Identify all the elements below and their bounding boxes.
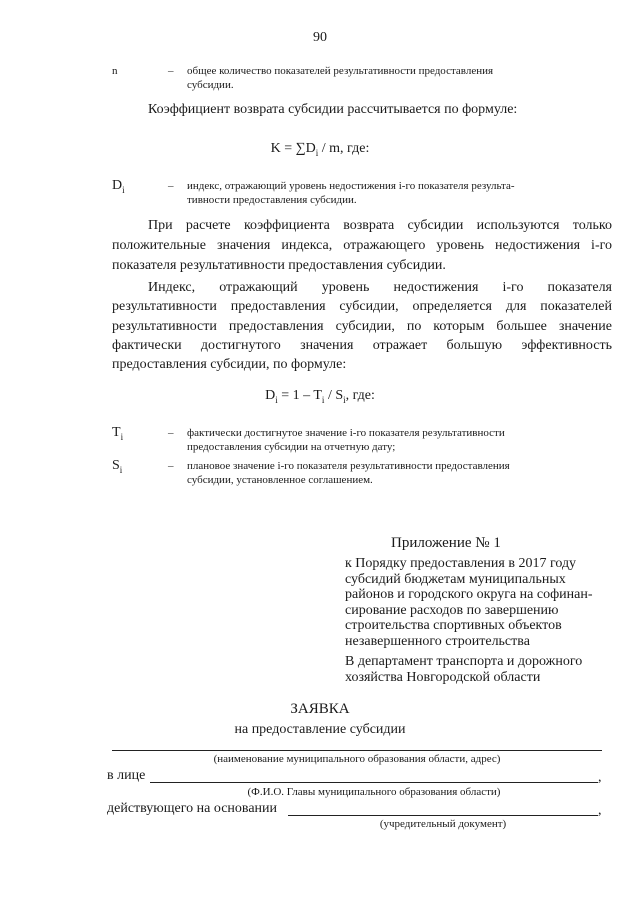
symbol-d-sub: i: [122, 184, 125, 195]
hint-basis: (учредительный документ): [379, 818, 507, 830]
formula-d-c: / S: [324, 388, 344, 403]
hint-org-name: (наименование муниципального образования области, адрес): [213, 753, 501, 765]
formula-d: [0, 386, 640, 410]
symbol-d: [112, 176, 125, 200]
appendix-block: [345, 556, 593, 649]
appendix-line: субсидий бюджетам муниципальных: [345, 571, 566, 587]
symbol-s-sub: i: [119, 464, 123, 475]
symbol-s: [112, 456, 122, 480]
definition-s-line-2: субсидии, установленное соглашением.: [187, 474, 373, 486]
org-name-line[interactable]: [112, 750, 602, 751]
para1-line-1: При расчете коэффициента возврата субсидии используются только: [148, 218, 612, 233]
formula-d-a: D: [265, 388, 276, 403]
formula-d-c-sub: i: [343, 394, 346, 405]
dash: –: [168, 460, 174, 472]
symbol-s-letter: S: [112, 458, 120, 473]
formula-k-sub: i: [315, 147, 319, 158]
label-basis: действующего на основании: [107, 801, 278, 816]
hint-person: (Ф.И.О. Главы муниципального образования области): [247, 786, 501, 798]
appendix-line: строительства спортивных объектов: [345, 618, 562, 633]
definition-d-line-2: тивности предоставления субсидии.: [187, 194, 357, 206]
addressee-line: хозяйства Новгородской области: [345, 669, 541, 685]
dash: –: [168, 427, 174, 439]
formula-intro: Коэффициент возврата субсидии рассчитывается по формуле:: [148, 102, 518, 117]
formula-d-b-sub: i: [321, 394, 325, 405]
definition-t-line-1: фактически достигнутое значение i-го показателя результативности: [187, 427, 505, 439]
symbol-t-letter: T: [112, 425, 121, 440]
dash: –: [168, 180, 174, 192]
appendix-line: незавершенного строительства: [345, 633, 530, 649]
definition-n-line-2: субсидии.: [187, 79, 234, 91]
comma: ,: [598, 803, 602, 818]
definition-s-line-1: плановое значение i-го показателя результативности предоставления: [187, 460, 510, 472]
appendix-line: сирование расходов по завершению: [345, 602, 559, 618]
symbol-d-letter: D: [112, 178, 123, 193]
label-person: в лице: [107, 768, 146, 783]
person-line[interactable]: [150, 782, 598, 783]
formula-d-d: , где:: [345, 388, 375, 403]
comma: ,: [598, 770, 602, 785]
para2-line-2: результативности предоставления субсидии, определяется для показателей: [112, 299, 612, 314]
formula-k-tail: / m, где:: [318, 141, 370, 156]
addressee: [345, 654, 582, 685]
page-number: 90: [313, 30, 327, 45]
symbol-n: n: [112, 65, 118, 77]
para1-line-2: положительные значения индекса, отражающего уровень недостижения i-го: [112, 238, 612, 253]
para2-line-5: предоставления субсидии, по формуле:: [112, 357, 347, 372]
basis-line[interactable]: [288, 815, 598, 816]
formula-d-a-sub: i: [275, 394, 278, 405]
formula-k-head: K = ∑D: [270, 141, 316, 156]
appendix-line: районов и городского округа на софинан-: [345, 587, 593, 602]
formula-k: [0, 139, 640, 163]
para1-line-3: показателя результативности предоставления субсидии.: [112, 258, 446, 273]
appendix-title: Приложение № 1: [391, 535, 501, 551]
para2-line-1: Индекс, отражающий уровень недостижения i-го показателя: [148, 280, 612, 295]
appendix-line: к Порядку предоставления в 2017 году: [345, 556, 577, 571]
para2-line-3: результативности предоставления субсидии, по которым большее значение: [112, 319, 612, 334]
definition-t-line-2: предоставления субсидии на отчетную дату;: [187, 441, 396, 453]
dash: –: [168, 65, 174, 77]
symbol-t: [112, 423, 123, 447]
formula-d-b: = 1 – T: [277, 388, 322, 403]
definition-n-line-1: общее количество показателей результативности предоставления: [187, 65, 494, 77]
application-title: ЗАЯВКА: [290, 701, 350, 717]
definition-d-line-1: индекс, отражающий уровень недостижения i-го показателя результа-: [187, 180, 515, 192]
application-subtitle: на предоставление субсидии: [234, 722, 406, 737]
symbol-t-sub: i: [120, 431, 124, 442]
addressee-line: В департамент транспорта и дорожного: [345, 654, 583, 669]
para2-line-4: фактически достигнутого значения отражает большую эффективность: [112, 338, 612, 353]
